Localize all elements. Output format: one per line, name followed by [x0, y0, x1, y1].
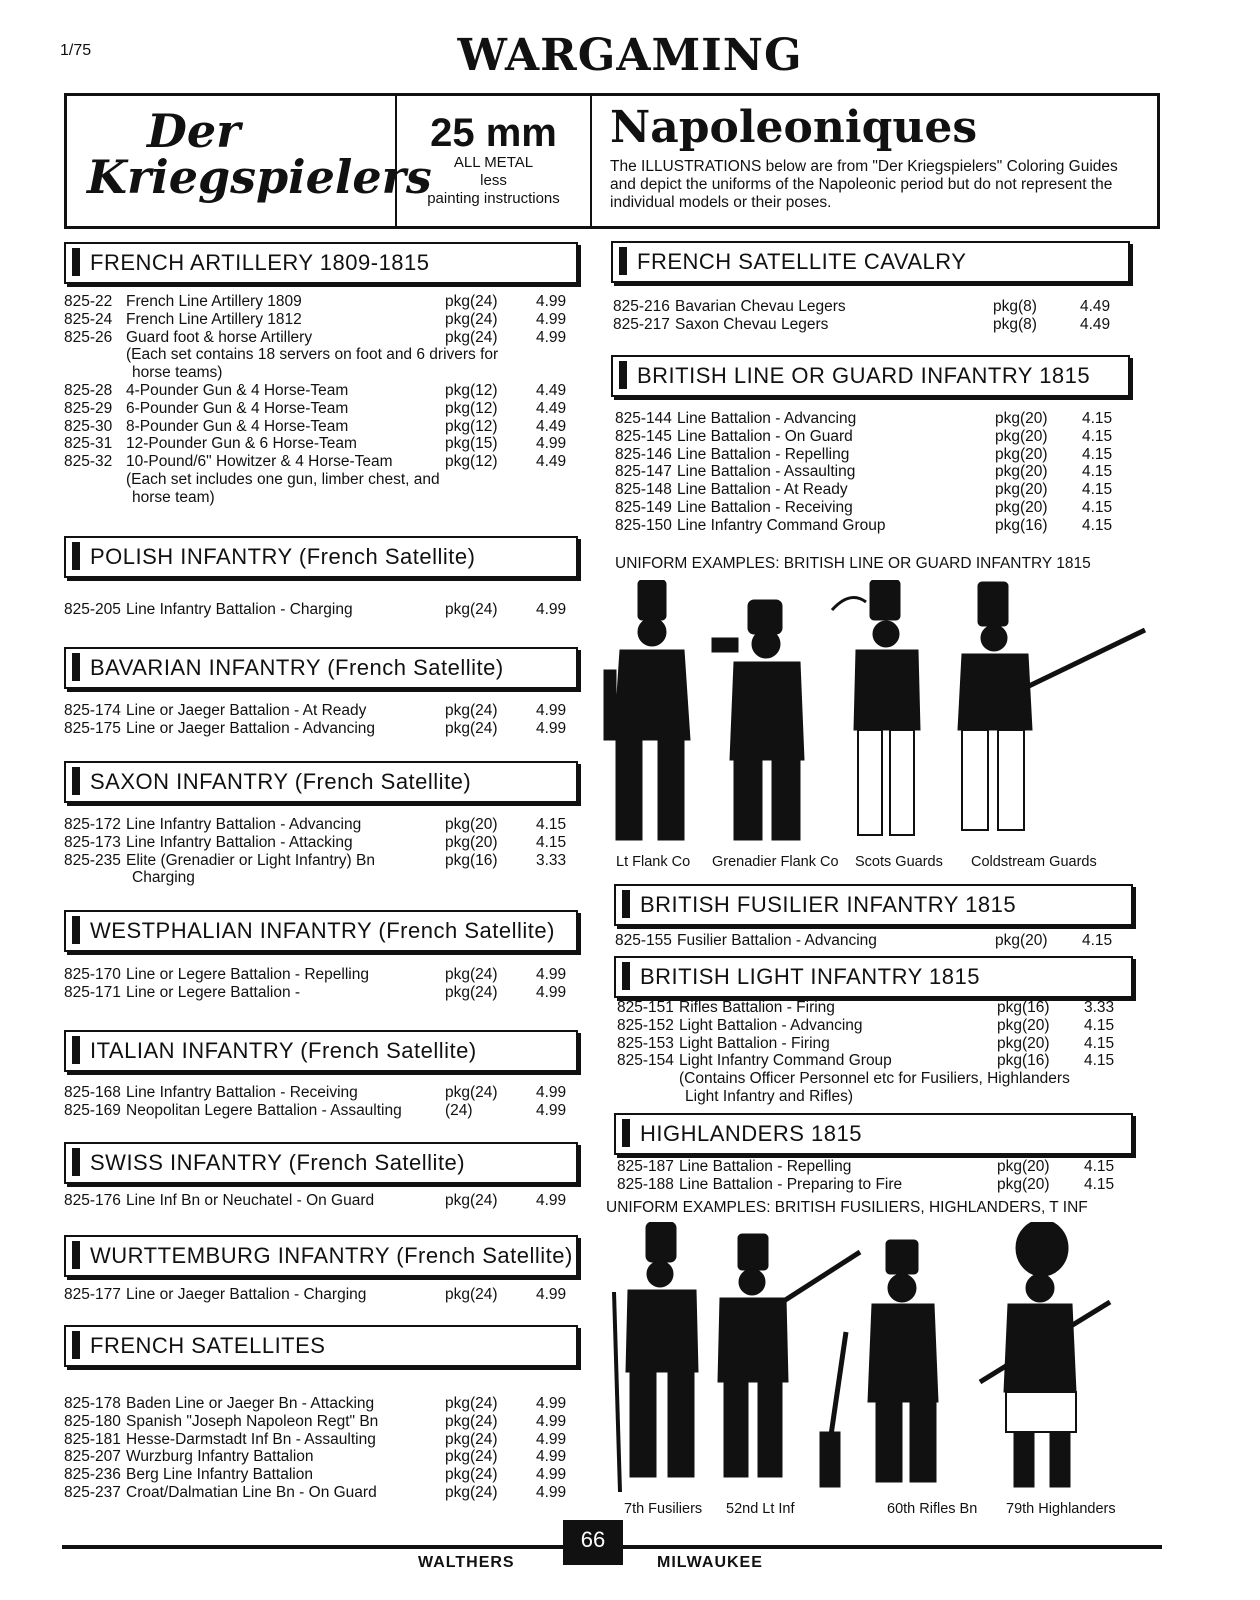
item-description: 6-Pounder Gun & 4 Horse-Team — [126, 399, 349, 417]
item-price: 4.99 — [536, 719, 567, 737]
item-price: 4.99 — [536, 1466, 567, 1484]
item-package: pkg(20) — [995, 445, 1048, 463]
caption-7th-fusiliers: 7th Fusiliers — [624, 1501, 703, 1517]
item-price: 4.99 — [536, 1483, 567, 1501]
item-description: Neopolitan Legere Battalion - Assaulting — [126, 1101, 402, 1119]
section-header: WESTPHALIAN INFANTRY (French Satellite) — [64, 910, 578, 952]
item-number: 825-147 — [615, 463, 672, 481]
item-number: 825-26 — [64, 328, 113, 346]
item-package: pkg(24) — [445, 966, 498, 983]
catalog-note — [617, 1070, 1132, 1088]
item-number: 825-178 — [64, 1395, 121, 1412]
item-number: 825-31 — [64, 435, 113, 453]
item-description: Line Infantry Command Group — [677, 516, 886, 534]
figure-lt-flank-co — [604, 580, 690, 840]
item-package: pkg(15) — [445, 435, 498, 453]
item-price: 4.15 — [1084, 1175, 1115, 1193]
figure-grenadier-flank-co — [712, 600, 804, 840]
item-description: Line Battalion - Advancing — [677, 410, 857, 427]
item-price: 4.49 — [1080, 315, 1111, 333]
catalog-note — [64, 471, 574, 489]
item-price: 4.15 — [1082, 427, 1113, 445]
scale-label: 1/75 — [60, 42, 92, 59]
size-sub1: ALL METAL — [453, 154, 534, 171]
catalog-row — [64, 966, 574, 984]
item-package: pkg(20) — [997, 1175, 1050, 1193]
item-description: Line Battalion - Assaulting — [677, 463, 856, 481]
catalog-row — [64, 1102, 574, 1120]
section-header: BRITISH LIGHT INFANTRY 1815 — [614, 956, 1133, 998]
section-header: FRENCH SATELLITE CAVALRY — [611, 241, 1130, 283]
item-description: Saxon Chevau Legers — [675, 315, 829, 333]
uniform-illustrations-2 — [610, 1222, 1150, 1500]
item-package: pkg(24) — [445, 1430, 498, 1448]
caption-60th-rifles-bn: 60th Rifles Bn — [887, 1501, 978, 1517]
section-header: FRENCH ARTILLERY 1809-1815 — [64, 242, 578, 284]
item-number: 825-174 — [64, 702, 121, 719]
item-description: 10-Pound/6" Howitzer & 4 Horse-Team — [126, 453, 393, 471]
item-number: 825-144 — [615, 410, 672, 427]
catalog-row — [615, 481, 1130, 499]
brand-line1: Der — [147, 104, 241, 158]
figure-coldstream-guards — [958, 582, 1145, 830]
item-description: Line or Jaeger Battalion - Charging — [126, 1286, 367, 1303]
item-price: 4.15 — [1084, 1034, 1115, 1052]
item-package: pkg(24) — [445, 1412, 498, 1430]
item-number: 825-155 — [615, 932, 672, 949]
item-description: Wurzburg Infantry Battalion — [126, 1448, 314, 1466]
item-package: pkg(20) — [445, 833, 498, 851]
item-description: Line or Legere Battalion - Repelling — [126, 966, 369, 983]
size-sub3: painting instructions — [427, 190, 560, 207]
item-description: Line Inf Bn or Neuchatel - On Guard — [126, 1192, 375, 1209]
catalog-row — [64, 418, 574, 436]
section-header: BRITISH FUSILIER INFANTRY 1815 — [614, 884, 1133, 926]
section-header: ITALIAN INFANTRY (French Satellite) — [64, 1030, 578, 1072]
catalog-note — [64, 489, 574, 507]
item-price: 4.99 — [536, 966, 567, 983]
item-price: 4.99 — [536, 1084, 567, 1101]
item-number: 825-151 — [617, 999, 674, 1016]
item-description: horse team) — [132, 488, 215, 506]
catalog-row — [64, 382, 574, 400]
item-description: Fusilier Battalion - Advancing — [677, 932, 877, 949]
item-price: 4.49 — [536, 381, 567, 399]
item-price: 4.15 — [1084, 1158, 1115, 1175]
section-rows — [617, 1158, 1132, 1194]
item-description: Croat/Dalmatian Line Bn - On Guard — [126, 1483, 377, 1501]
item-description: Line Battalion - On Guard — [677, 427, 853, 445]
catalog-note — [64, 346, 574, 364]
item-price: 3.33 — [536, 851, 567, 869]
item-number: 825-175 — [64, 719, 121, 737]
section-rows — [64, 816, 574, 887]
item-description: French Line Artillery 1809 — [126, 293, 302, 310]
section-header: FRENCH SATELLITES — [64, 1325, 578, 1367]
catalog-row — [64, 1413, 574, 1431]
catalog-row — [64, 1286, 574, 1304]
item-number: 825-32 — [64, 453, 113, 471]
section-header: POLISH INFANTRY (French Satellite) — [64, 536, 578, 578]
napoleoniques-description: The ILLUSTRATIONS below are from "Der Kriegspielers" Coloring Guides and depict the uniforms of the Napoleonic period but do not represent the individual models or their poses. — [610, 158, 1118, 211]
item-price: 4.49 — [1080, 298, 1111, 315]
uniform-examples-title: UNIFORM EXAMPLES: BRITISH LINE OR GUARD INFANTRY 1815 — [615, 555, 1091, 572]
item-package: pkg(20) — [995, 932, 1048, 949]
item-package: pkg(24) — [445, 702, 498, 719]
item-description: Line Battalion - Repelling — [679, 1158, 852, 1175]
catalog-row — [613, 316, 1128, 334]
item-number: 825-172 — [64, 816, 121, 833]
item-package: pkg(16) — [995, 516, 1048, 534]
item-description: Berg Line Infantry Battalion — [126, 1466, 313, 1484]
catalog-row — [615, 499, 1130, 517]
catalog-row — [615, 463, 1130, 481]
footer-walthers: WALTHERS — [418, 1554, 515, 1571]
item-description: 12-Pounder Gun & 6 Horse-Team — [126, 435, 357, 453]
item-package: pkg(12) — [445, 399, 498, 417]
item-package: pkg(12) — [445, 417, 498, 435]
item-description: Bavarian Chevau Legers — [675, 298, 846, 315]
item-package: pkg(20) — [997, 1034, 1050, 1052]
item-description: Elite (Grenadier or Light Infantry) Bn — [126, 851, 375, 869]
catalog-row — [64, 435, 574, 453]
item-description: Charging — [132, 869, 195, 887]
item-description: Light Infantry and Rifles) — [685, 1087, 854, 1105]
brand-cell — [67, 96, 432, 226]
catalog-note — [64, 869, 574, 887]
catalog-row — [64, 1466, 574, 1484]
caption-coldstream-guards: Coldstream Guards — [971, 854, 1097, 870]
item-package: pkg(16) — [997, 1052, 1050, 1070]
item-package: pkg(20) — [997, 1158, 1050, 1175]
item-package: pkg(20) — [995, 410, 1048, 427]
item-price: 4.99 — [536, 1101, 567, 1119]
item-description: Light Infantry Command Group — [679, 1052, 892, 1070]
item-price: 4.99 — [536, 1192, 567, 1209]
catalog-row — [64, 1192, 574, 1210]
item-description: 4-Pounder Gun & 4 Horse-Team — [126, 381, 349, 399]
item-description: Line Battalion - At Ready — [677, 481, 848, 499]
caption-scots-guards: Scots Guards — [855, 854, 943, 870]
item-number: 825-237 — [64, 1483, 121, 1501]
catalog-row — [64, 1484, 574, 1502]
catalog-row — [64, 816, 574, 834]
item-number: 825-29 — [64, 399, 113, 417]
item-description: Line Battalion - Preparing to Fire — [679, 1175, 903, 1193]
item-number: 825-28 — [64, 381, 113, 399]
section-rows — [64, 1395, 574, 1502]
figure-79th-highlanders — [980, 1222, 1110, 1487]
catalog-note — [617, 1088, 1132, 1106]
catalog-row — [617, 1035, 1132, 1053]
item-number: 825-235 — [64, 851, 121, 869]
item-price: 3.33 — [1084, 999, 1115, 1016]
section-rows — [64, 1084, 574, 1120]
catalog-row — [64, 329, 574, 347]
item-number: 825-207 — [64, 1448, 121, 1466]
item-description: Line Battalion - Repelling — [677, 445, 850, 463]
catalog-row — [64, 720, 574, 738]
item-description: (Contains Officer Personnel etc for Fusiliers, Highlanders — [679, 1070, 1070, 1088]
item-package: pkg(24) — [445, 601, 498, 618]
item-description: 8-Pounder Gun & 4 Horse-Team — [126, 417, 349, 435]
item-description: Line Infantry Battalion - Charging — [126, 601, 353, 618]
page-number: 66 — [563, 1520, 623, 1565]
item-package: pkg(24) — [445, 1483, 498, 1501]
brand-line2: Kriegspielers — [87, 150, 432, 204]
item-number: 825-152 — [617, 1016, 674, 1034]
item-price: 4.15 — [536, 816, 567, 833]
item-package: pkg(16) — [997, 999, 1050, 1016]
section-rows — [64, 293, 574, 507]
section-rows — [615, 410, 1130, 535]
item-number: 825-181 — [64, 1430, 121, 1448]
item-package: pkg(24) — [445, 1395, 498, 1412]
catalog-note — [64, 364, 574, 382]
figure-60th-rifles-bn — [820, 1240, 938, 1487]
item-number: 825-24 — [64, 310, 113, 328]
item-number: 825-205 — [64, 601, 121, 618]
catalog-row — [64, 1395, 574, 1413]
item-number: 825-171 — [64, 983, 121, 1001]
item-description: Hesse-Darmstadt Inf Bn - Assaulting — [126, 1430, 376, 1448]
item-description: Light Battalion - Firing — [679, 1034, 830, 1052]
item-description: Line or Jaeger Battalion - Advancing — [126, 719, 376, 737]
item-description: Line Infantry Battalion - Receiving — [126, 1084, 358, 1101]
section-header: BRITISH LINE OR GUARD INFANTRY 1815 — [611, 355, 1130, 397]
item-number: 825-169 — [64, 1101, 121, 1119]
item-price: 4.49 — [536, 399, 567, 417]
catalog-row — [64, 293, 574, 311]
section-rows — [64, 1192, 574, 1210]
item-price: 4.15 — [1084, 1052, 1115, 1070]
item-number: 825-180 — [64, 1412, 121, 1430]
item-package: pkg(24) — [445, 293, 498, 310]
item-package: (24) — [445, 1101, 473, 1119]
caption-grenadier-flank-co: Grenadier Flank Co — [712, 854, 839, 870]
catalog-row — [615, 410, 1130, 428]
catalog-row — [617, 1158, 1132, 1176]
section-header: BAVARIAN INFANTRY (French Satellite) — [64, 647, 578, 689]
napoleoniques-heading: Napoleoniques — [610, 102, 978, 153]
item-price: 4.99 — [536, 328, 567, 346]
item-number: 825-168 — [64, 1084, 121, 1101]
item-number: 825-30 — [64, 417, 113, 435]
section-rows — [617, 999, 1132, 1106]
section-rows — [615, 932, 1130, 950]
item-price: 4.15 — [536, 833, 567, 851]
item-price: 4.99 — [536, 983, 567, 1001]
item-description: Line Infantry Battalion - Attacking — [126, 833, 353, 851]
catalog-row — [64, 852, 574, 870]
caption-52nd-lt-inf: 52nd Lt Inf — [726, 1501, 795, 1517]
item-number: 825-153 — [617, 1034, 674, 1052]
item-package: pkg(16) — [445, 851, 498, 869]
item-description: Baden Line or Jaeger Bn - Attacking — [126, 1395, 375, 1412]
catalog-row — [64, 1431, 574, 1449]
item-price: 4.99 — [536, 601, 567, 618]
item-number: 825-217 — [613, 315, 670, 333]
section-rows — [64, 1286, 574, 1304]
catalog-row — [613, 298, 1128, 316]
catalog-row — [617, 999, 1132, 1017]
item-price: 4.15 — [1082, 498, 1113, 516]
item-package: pkg(24) — [445, 1448, 498, 1466]
uniform-examples-title-2: UNIFORM EXAMPLES: BRITISH FUSILIERS, HIGHLANDERS, T INF — [606, 1199, 1088, 1216]
item-number: 825-154 — [617, 1052, 674, 1070]
item-number: 825-188 — [617, 1175, 674, 1193]
catalog-row — [64, 601, 574, 619]
item-package: pkg(12) — [445, 453, 498, 471]
item-package: pkg(20) — [995, 498, 1048, 516]
item-description: French Line Artillery 1812 — [126, 310, 302, 328]
item-price: 4.15 — [1082, 410, 1113, 427]
item-price: 4.99 — [536, 702, 567, 719]
item-package: pkg(8) — [993, 315, 1037, 333]
catalog-row — [64, 311, 574, 329]
item-package: pkg(24) — [445, 1466, 498, 1484]
catalog-row — [617, 1052, 1132, 1070]
item-description: (Each set includes one gun, limber chest, and — [126, 470, 440, 488]
item-description: Spanish "Joseph Napoleon Regt" Bn — [126, 1412, 379, 1430]
item-number: 825-150 — [615, 516, 672, 534]
item-number: 825-145 — [615, 427, 672, 445]
size-sub2: less — [480, 172, 507, 189]
catalog-row — [64, 400, 574, 418]
size-cell — [397, 96, 592, 226]
item-package: pkg(24) — [445, 328, 498, 346]
section-rows — [64, 702, 574, 738]
catalog-row — [615, 932, 1130, 950]
catalog-row — [64, 1448, 574, 1466]
item-package: pkg(12) — [445, 381, 498, 399]
catalog-row — [615, 517, 1130, 535]
item-number: 825-170 — [64, 966, 121, 983]
item-package: pkg(24) — [445, 1084, 498, 1101]
item-description: Line or Jaeger Battalion - At Ready — [126, 702, 367, 719]
napoleoniques-cell — [592, 96, 1157, 226]
item-package: pkg(20) — [995, 481, 1048, 499]
item-price: 4.99 — [536, 310, 567, 328]
item-price: 4.99 — [536, 1430, 567, 1448]
item-package: pkg(24) — [445, 1286, 498, 1303]
item-description: Light Battalion - Advancing — [679, 1016, 863, 1034]
section-rows — [64, 966, 574, 1002]
item-price: 4.49 — [536, 417, 567, 435]
item-package: pkg(24) — [445, 983, 498, 1001]
item-description: Line or Legere Battalion - — [126, 983, 301, 1001]
section-header: SWISS INFANTRY (French Satellite) — [64, 1142, 578, 1184]
item-package: pkg(20) — [995, 463, 1048, 481]
figure-7th-fusiliers — [614, 1222, 698, 1492]
item-price: 4.15 — [1082, 445, 1113, 463]
item-price: 4.99 — [536, 293, 567, 310]
catalog-row — [617, 1176, 1132, 1194]
item-number: 825-173 — [64, 833, 121, 851]
item-package: pkg(20) — [997, 1016, 1050, 1034]
item-price: 4.15 — [1082, 463, 1113, 481]
item-price: 4.15 — [1082, 932, 1113, 949]
item-price: 4.15 — [1082, 481, 1113, 499]
catalog-row — [64, 453, 574, 471]
item-number: 825-177 — [64, 1286, 121, 1303]
item-description: Line Battalion - Receiving — [677, 498, 853, 516]
item-package: pkg(20) — [995, 427, 1048, 445]
section-header: SAXON INFANTRY (French Satellite) — [64, 761, 578, 803]
item-price: 4.99 — [536, 1395, 567, 1412]
section-rows — [613, 298, 1128, 334]
item-description: Line Infantry Battalion - Advancing — [126, 816, 362, 833]
item-number: 825-22 — [64, 293, 113, 310]
item-package: pkg(24) — [445, 1192, 498, 1209]
catalog-row — [64, 834, 574, 852]
item-package: pkg(24) — [445, 310, 498, 328]
item-price: 4.99 — [536, 435, 567, 453]
item-price: 4.99 — [536, 1412, 567, 1430]
item-price: 4.15 — [1082, 516, 1113, 534]
item-number: 825-216 — [613, 298, 670, 315]
item-package: pkg(20) — [445, 816, 498, 833]
item-price: 4.99 — [536, 1448, 567, 1466]
catalog-row — [64, 984, 574, 1002]
catalog-row — [64, 1084, 574, 1102]
item-number: 825-148 — [615, 481, 672, 499]
item-number: 825-187 — [617, 1158, 674, 1175]
item-package: pkg(8) — [993, 298, 1037, 315]
page-title: WARGAMING — [457, 30, 803, 81]
item-price: 4.49 — [536, 453, 567, 471]
section-rows — [64, 601, 574, 619]
caption-lt-flank-co: Lt Flank Co — [616, 854, 691, 870]
section-header: HIGHLANDERS 1815 — [614, 1113, 1133, 1155]
catalog-row — [617, 1017, 1132, 1035]
item-number: 825-149 — [615, 498, 672, 516]
footer-milwaukee: MILWAUKEE — [657, 1554, 763, 1571]
item-package: pkg(24) — [445, 719, 498, 737]
item-number: 825-236 — [64, 1466, 121, 1484]
item-description: horse teams) — [132, 364, 223, 382]
item-price: 4.99 — [536, 1286, 567, 1303]
item-number: 825-146 — [615, 445, 672, 463]
section-header: WURTTEMBURG INFANTRY (French Satellite) — [64, 1235, 578, 1277]
item-price: 4.15 — [1084, 1016, 1115, 1034]
catalog-row — [64, 702, 574, 720]
item-description: (Each set contains 18 servers on foot and 6 drivers for — [126, 346, 499, 364]
size-label: 25 mm — [430, 111, 557, 155]
uniform-illustrations-1 — [600, 580, 1180, 855]
caption-79th-highlanders: 79th Highlanders — [1006, 1501, 1116, 1517]
item-number: 825-176 — [64, 1192, 121, 1209]
header-box — [64, 93, 1160, 229]
figure-scots-guards — [832, 580, 920, 835]
catalog-row — [615, 446, 1130, 464]
catalog-row — [615, 428, 1130, 446]
item-description: Rifles Battalion - Firing — [679, 999, 835, 1016]
item-description: Guard foot & horse Artillery — [126, 328, 313, 346]
